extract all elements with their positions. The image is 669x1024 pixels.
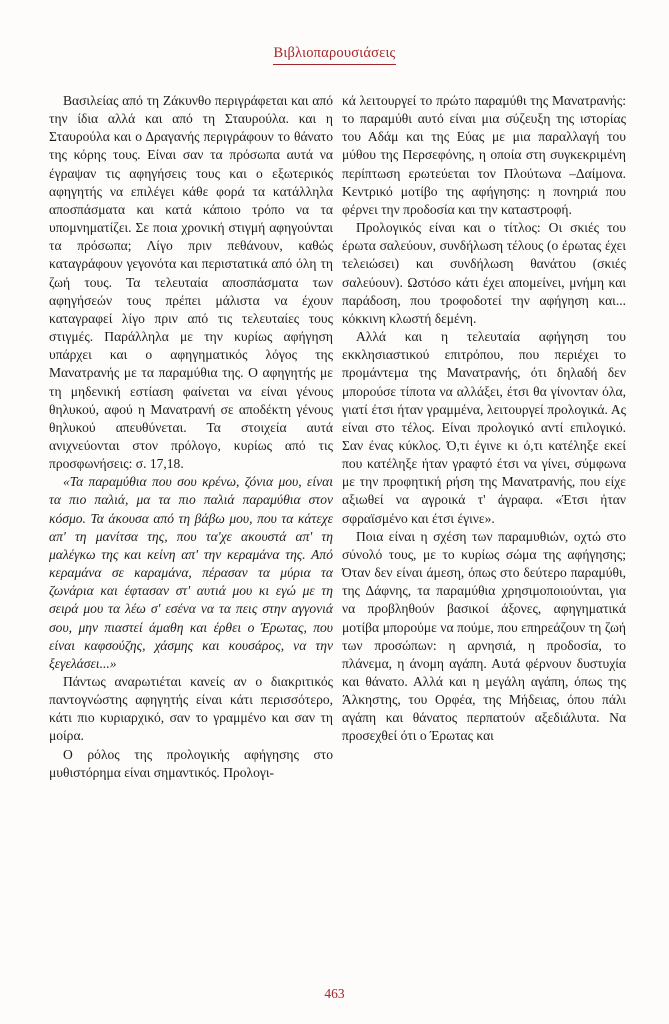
- section-title: Βιβλιοπαρουσιάσεις: [273, 45, 395, 65]
- left-column: [49, 92, 333, 782]
- quote-paragraph: «Τα παραμύθια που σου κρένω, ζόνια μου, είναι τα πιο παλιά, μα τα πιο παλιά παραμύθια στον κόσμο. Τα άκουσα από τη βάβω μου, που τα κάτεχε απ' τη μανίτσα της, που τα'χε ακουστά απ' τη μαλέγκω της και κείνη απ' την κεραμάνα της. Από κεραμάνα σε καραμάνα, πέρασαν τα μύρια τα ζωνάρια και έφτασαν στ' αυτιά μου κι εγώ με τη σειρά μου τα λέω σ' εσένα να τα πεις στην αγγονιά σου, μην πιαστεί άμαθη και έρθει ο Έρωτας, που είναι καφσούζης, χάσμης και κουσάρος, να την ξεγελάσει...»: [49, 474, 333, 671]
- paragraph-1: Βασιλείας από τη Ζάκυνθο περιγράφεται και από την ίδια αλλά και από τη Σταυρούλα. και η Σταυρούλα και ο Δραγανής περιγράφουν το θάνατο της κόρης τους. Είναι σαν τα πρόσωπα αυτά να έγραψαν τις αφηγήσεις τους και ο εξωτερικός αφηγητής να επιλέγει κάθε φορά τα κατάλληλα αποσπάσματα και κατά κάποιο τρόπο να τα υπομνηματίζει. Σε ποια χρονική στιγμή αφηγούνται τα πρόσωπα; Λίγο πριν πεθάνουν, καθώς καταγράφουν γεγονότα και περιστατικά από όλη τη ζωή τους. Τα τελευταία αποσπάσματα των αφηγήσεών τους πρέπει μάλιστα να έχουν καταγραφεί λίγο πριν από τις τελευταίες τους στιγμές. Παράλληλα με την κυρίως αφήγηση υπάρχει και ο αφηγηματικός λόγος της Μανατρανής με τα παραμύθια της. Ο αφηγητής με τη μηδενική εστίαση φαίνεται να είναι γένους θηλυκού, αφού η Μανατρανή σε αποδέκτη γένους θηλυκού απευθύνεται. Τα στοιχεία αυτά ανιχνεύονται στον πρόλογο, κυρίως από τις προσφωνήσεις: σ. 17,18.: [49, 93, 333, 472]
- running-header: [0, 44, 669, 65]
- paragraph-4: Προλογικός είναι και ο τίτλος: Οι σκιές του έρωτα σαλεύουν, συνδήλωση τέλους (ο έρωτας έχει τελειώσει) και συνδήλωση θανάτου (σκιές σαλεύουν). Ωστόσο κάτι έχει απομείνει, μνήμη και παράδοση, που τροφοδοτεί την αφήγηση και... κόκκινη κλωστή δεμένη.: [342, 220, 626, 326]
- paragraph-6: Ποια είναι η σχέση των παραμυθιών, οχτώ στο σύνολό τους, με το κυρίως σώμα της αφήγησης; Όταν δεν είναι άμεση, όπως στο δεύτερο παραμύθι, της Δάφνης, τα παραμύθια χρησιμοποιούνται, για να προβληθούν βασικοί άξονες, αφηγηματικά μοτίβα μπορούμε να πούμε, που επηρεάζουν τη ζωή των προσώπων: η αρνησιά, η προδοσία, το πλάνεμα, η άνομη αγάπη. Αυτά φέρνουν δυστυχία και θάνατο. Αλλά και η μεγάλη αγάπη, όπως της Άλκηστης, του Ορφέα, της Μήδειας, όπου πάλι αγάπη και θάνατος περπατούν αξεδιάλυτα. Να προσεχθεί ότι ο Έρωτας και: [342, 528, 626, 744]
- paragraph-2: Πάντως αναρωτιέται κανείς αν ο διακριτικός παντογνώστης αφηγητής είναι κάτι περισσότερο, κάτι πιο κυριαρχικό, σαν το γραμμένο και σαν τη μοίρα.: [49, 674, 333, 744]
- paragraph-5: Αλλά και η τελευταία αφήγηση του εκκλησιαστικού επιτρόπου, που περιέχει το προμάντεμα της Μανατρανής, ότι δηλαδή δεν μπορούσε τίποτα να αλλάξει, έτσι θα γίνονταν όλα, γιατί έτσι ήταν γραμμένα, λειτουργεί προλογικά. Ας είναι στο τέλος. Είναι προλογικό αντί επιλογικό. Σαν ένας κύκλος. Ό,τι έγινε κι ό,τι κατέληξε εκεί που κατέληξε ήταν γραφτό έτσι να γίνει, σύμφωνα με την προφητική ρήση της Μανατρανής, που είχε αξιωθεί να αγροικά τ' άγραφα. «Έτσι ήταν σφραϊσμένο και έτσι έγινε».: [342, 329, 626, 526]
- paragraph-3: Ο ρόλος της προλογικής αφήγησης στο μυθιστόρημα είναι σημαντικός. Προλογι-: [49, 746, 333, 780]
- paragraph-continued: κά λειτουργεί το πρώτο παραμύθι της Μανατρανής: το παραμύθι αυτό είναι μια σύζευξη της ιστορίας του Αδάμ και της Εύας με μια παραλλαγή του μύθου της Περσεφόνης, η οποία στη συγκεκριμένη περίπτωση ερωτεύεται τον Πλούτωνα –Δαίμονα. Κεντρικό μοτίβο της αφήγησης: η πονηριά που φέρνει την προδοσία και την καταστροφή.: [342, 93, 626, 217]
- right-column: [342, 92, 626, 746]
- page-number: 463: [324, 986, 345, 1001]
